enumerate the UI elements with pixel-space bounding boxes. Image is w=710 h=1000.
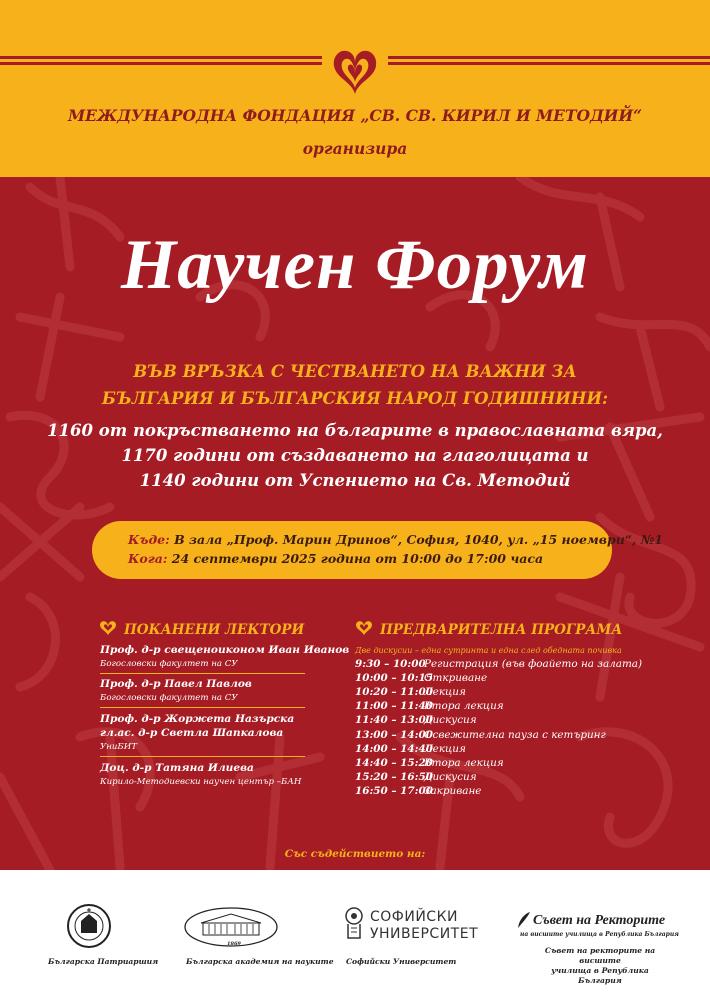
program-time: 11:40 – 13:00 bbox=[355, 714, 433, 727]
university-logo-icon bbox=[342, 906, 366, 940]
separator bbox=[100, 707, 305, 708]
program-label: Дискусия bbox=[424, 714, 477, 727]
academy-caption: Българска академия на науките bbox=[186, 957, 334, 966]
program-label: Откриване bbox=[424, 672, 488, 685]
anniversaries-list bbox=[0, 418, 710, 493]
anniversary-line: 1140 години от Успението на Св. Методий bbox=[139, 471, 571, 490]
where-text: В зала „Проф. Марин Дринов“, София, 1040, ул. „15 ноември“, №1 bbox=[169, 532, 664, 547]
lecturer-affiliation: Богословски факултет на СУ bbox=[100, 659, 238, 669]
when-text: 24 септември 2025 година от 10:00 до 17:00 часа bbox=[167, 551, 544, 566]
organization-name: МЕЖДУНАРОДНА ФОНДАЦИЯ „СВ. СВ. КИРИЛ И МЕТОДИЙ“ bbox=[67, 106, 643, 125]
rectors-caption-line: Съвет на ректорите на висшите bbox=[544, 946, 656, 965]
rectors-caption bbox=[540, 946, 660, 986]
academy-year: 1869 bbox=[227, 941, 241, 947]
lecturer-name: Проф. д-р свещеноиконом Иван Иванов bbox=[100, 644, 350, 656]
when-label: Кога: bbox=[128, 551, 168, 566]
lecturer-affiliation: УниБИТ bbox=[100, 742, 137, 752]
program-label: Закриване bbox=[424, 784, 482, 797]
forum-subtitle bbox=[0, 358, 710, 412]
program-time: 14:00 – 14:40 bbox=[355, 742, 433, 755]
university-logo-line: СОФИЙСКИ bbox=[370, 909, 458, 925]
patriarchate-caption: Българска Патриаршия bbox=[48, 957, 159, 966]
program-time: 10:00 – 10:15 bbox=[355, 672, 433, 685]
program-label: Втора лекция bbox=[424, 700, 504, 713]
patriarchate-seal-icon bbox=[66, 903, 112, 949]
rectors-logo-text: Съвет на Ректорите bbox=[533, 913, 666, 928]
lecturer-name: гл.ас. д-р Светла Шапкалова bbox=[100, 727, 284, 739]
heart-hands-icon bbox=[354, 620, 374, 636]
university-caption: Софийски Университет bbox=[346, 957, 457, 966]
program-time: 11:00 – 11:40 bbox=[355, 700, 433, 713]
program-label: Дискусия bbox=[424, 770, 477, 783]
lecturer-name: Проф. д-р Жоржета Назърска bbox=[100, 713, 295, 725]
forum-title: Научен Форум bbox=[120, 226, 590, 304]
venue-where bbox=[128, 532, 663, 547]
rectors-caption-line: училища в Република България bbox=[551, 966, 649, 985]
program-label: Регистрация (във фоайето на залата) bbox=[424, 658, 643, 670]
separator bbox=[100, 756, 305, 757]
university-logo-line: УНИВЕРСИТЕТ bbox=[370, 926, 479, 942]
program-note: Две дискусии – една сутринта и една след обедната почивка bbox=[355, 646, 622, 655]
program-label: Лекция bbox=[424, 742, 466, 755]
lecturer-name: Проф. д-р Павел Павлов bbox=[100, 678, 252, 690]
program-label: Лекция bbox=[424, 686, 466, 699]
support-text: Със съдействието на: bbox=[284, 848, 426, 860]
lecturer-affiliation: Кирило-Методиевски научен център –БАН bbox=[100, 777, 302, 787]
program-heading: ПРЕДВАРИТЕЛНА ПРОГРАМА bbox=[380, 622, 623, 638]
organizes-text: организира bbox=[302, 139, 408, 158]
lecturer-name: Доц. д-р Татяна Илиева bbox=[100, 762, 254, 774]
program-time: 15:20 – 16:50 bbox=[355, 770, 433, 783]
venue-when bbox=[128, 551, 543, 566]
subtitle-line: ВЪВ ВРЪЗКА С ЧЕСТВАНЕТО НА ВАЖНИ ЗА bbox=[133, 362, 577, 381]
program-time: 14:40 – 15:20 bbox=[355, 756, 433, 769]
university-logo-text bbox=[370, 909, 478, 943]
program-label: Втора лекция bbox=[424, 756, 504, 769]
lecturers-heading: ПОКАНЕНИ ЛЕКТОРИ bbox=[124, 622, 305, 638]
program-time: 10:20 – 11:00 bbox=[355, 686, 433, 699]
anniversary-line: 1160 от покръстването на българите в православната вяра, bbox=[47, 421, 663, 440]
where-label: Къде: bbox=[128, 532, 170, 547]
foundation-logo-icon bbox=[322, 42, 388, 100]
separator bbox=[100, 673, 305, 674]
program-time: 9:30 – 10:00 bbox=[355, 658, 426, 670]
rectors-logo-subtext: на висшите училища в Република България bbox=[520, 931, 679, 938]
quill-icon bbox=[516, 911, 532, 929]
program-label: Освежителна пауза с кетъринг bbox=[424, 728, 606, 741]
subtitle-line: БЪЛГАРИЯ И БЪЛГАРСКИЯ НАРОД ГОДИШНИНИ: bbox=[101, 389, 609, 408]
anniversary-line: 1170 години от създаването на глаголицата и bbox=[121, 446, 589, 465]
venue-box bbox=[92, 521, 612, 579]
program-time: 16:50 – 17:00 bbox=[355, 784, 433, 797]
lecturer-affiliation: Богословски факултет на СУ bbox=[100, 693, 238, 703]
program-time: 13:00 – 14:00 bbox=[355, 728, 433, 741]
heart-hands-icon bbox=[98, 620, 118, 636]
